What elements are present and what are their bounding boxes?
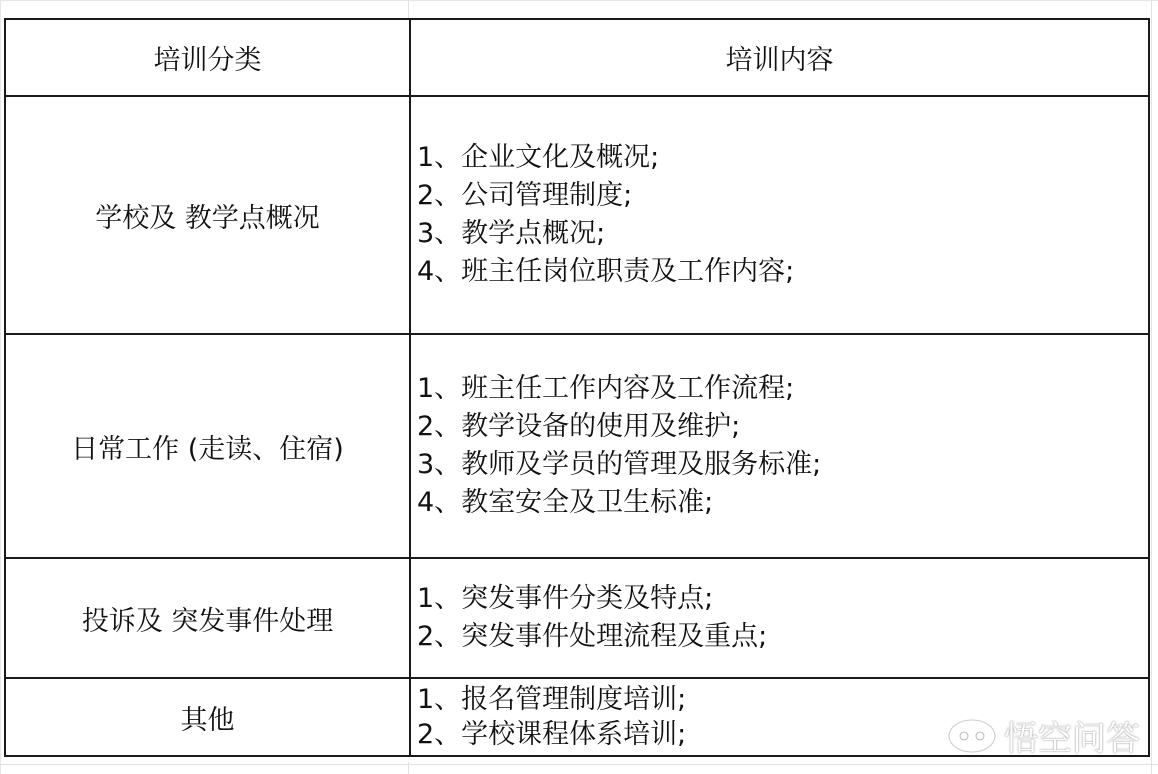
watermark-text: 悟空问答 — [1004, 719, 1140, 759]
watermark — [946, 711, 1140, 760]
list-item: 1、突发事件分类及特点; — [417, 583, 714, 614]
table-row — [5, 96, 1149, 334]
content-cell[interactable] — [410, 334, 1149, 558]
list-item: 3、教学点概况; — [417, 218, 606, 249]
content-cell[interactable] — [410, 96, 1149, 334]
content-list — [417, 580, 1148, 656]
list-item: 1、报名管理制度培训; — [417, 684, 687, 715]
content-list — [417, 370, 1148, 522]
list-item: 4、教室安全及卫生标准; — [417, 487, 714, 518]
list-item: 1、班主任工作内容及工作流程; — [417, 373, 795, 404]
sheet-gridline — [0, 764, 1158, 765]
header-content[interactable]: 培训内容 — [410, 19, 1149, 96]
list-item: 2、突发事件处理流程及重点; — [417, 621, 768, 652]
category-cell[interactable]: 日常工作 (走读、住宿) — [5, 334, 410, 558]
wukong-logo-icon — [946, 716, 998, 756]
list-item: 2、教学设备的使用及维护; — [417, 411, 741, 442]
list-item: 4、班主任岗位职责及工作内容; — [417, 256, 795, 287]
list-item: 3、教师及学员的管理及服务标准; — [417, 449, 822, 480]
category-cell[interactable]: 学校及 教学点概况 — [5, 96, 410, 334]
category-cell[interactable]: 其他 — [5, 678, 410, 756]
list-item: 2、学校课程体系培训; — [417, 719, 687, 750]
header-category[interactable]: 培训分类 — [5, 19, 410, 96]
list-item: 1、企业文化及概况; — [417, 142, 660, 173]
content-list — [417, 139, 1148, 291]
content-cell[interactable] — [410, 558, 1149, 678]
training-table — [4, 18, 1150, 757]
table-row — [5, 334, 1149, 558]
category-cell[interactable]: 投诉及 突发事件处理 — [5, 558, 410, 678]
list-item: 2、公司管理制度; — [417, 180, 633, 211]
sheet-gridline — [1151, 0, 1152, 774]
table-row — [5, 558, 1149, 678]
sheet-gridline — [408, 0, 409, 18]
table-header-row — [5, 19, 1149, 96]
